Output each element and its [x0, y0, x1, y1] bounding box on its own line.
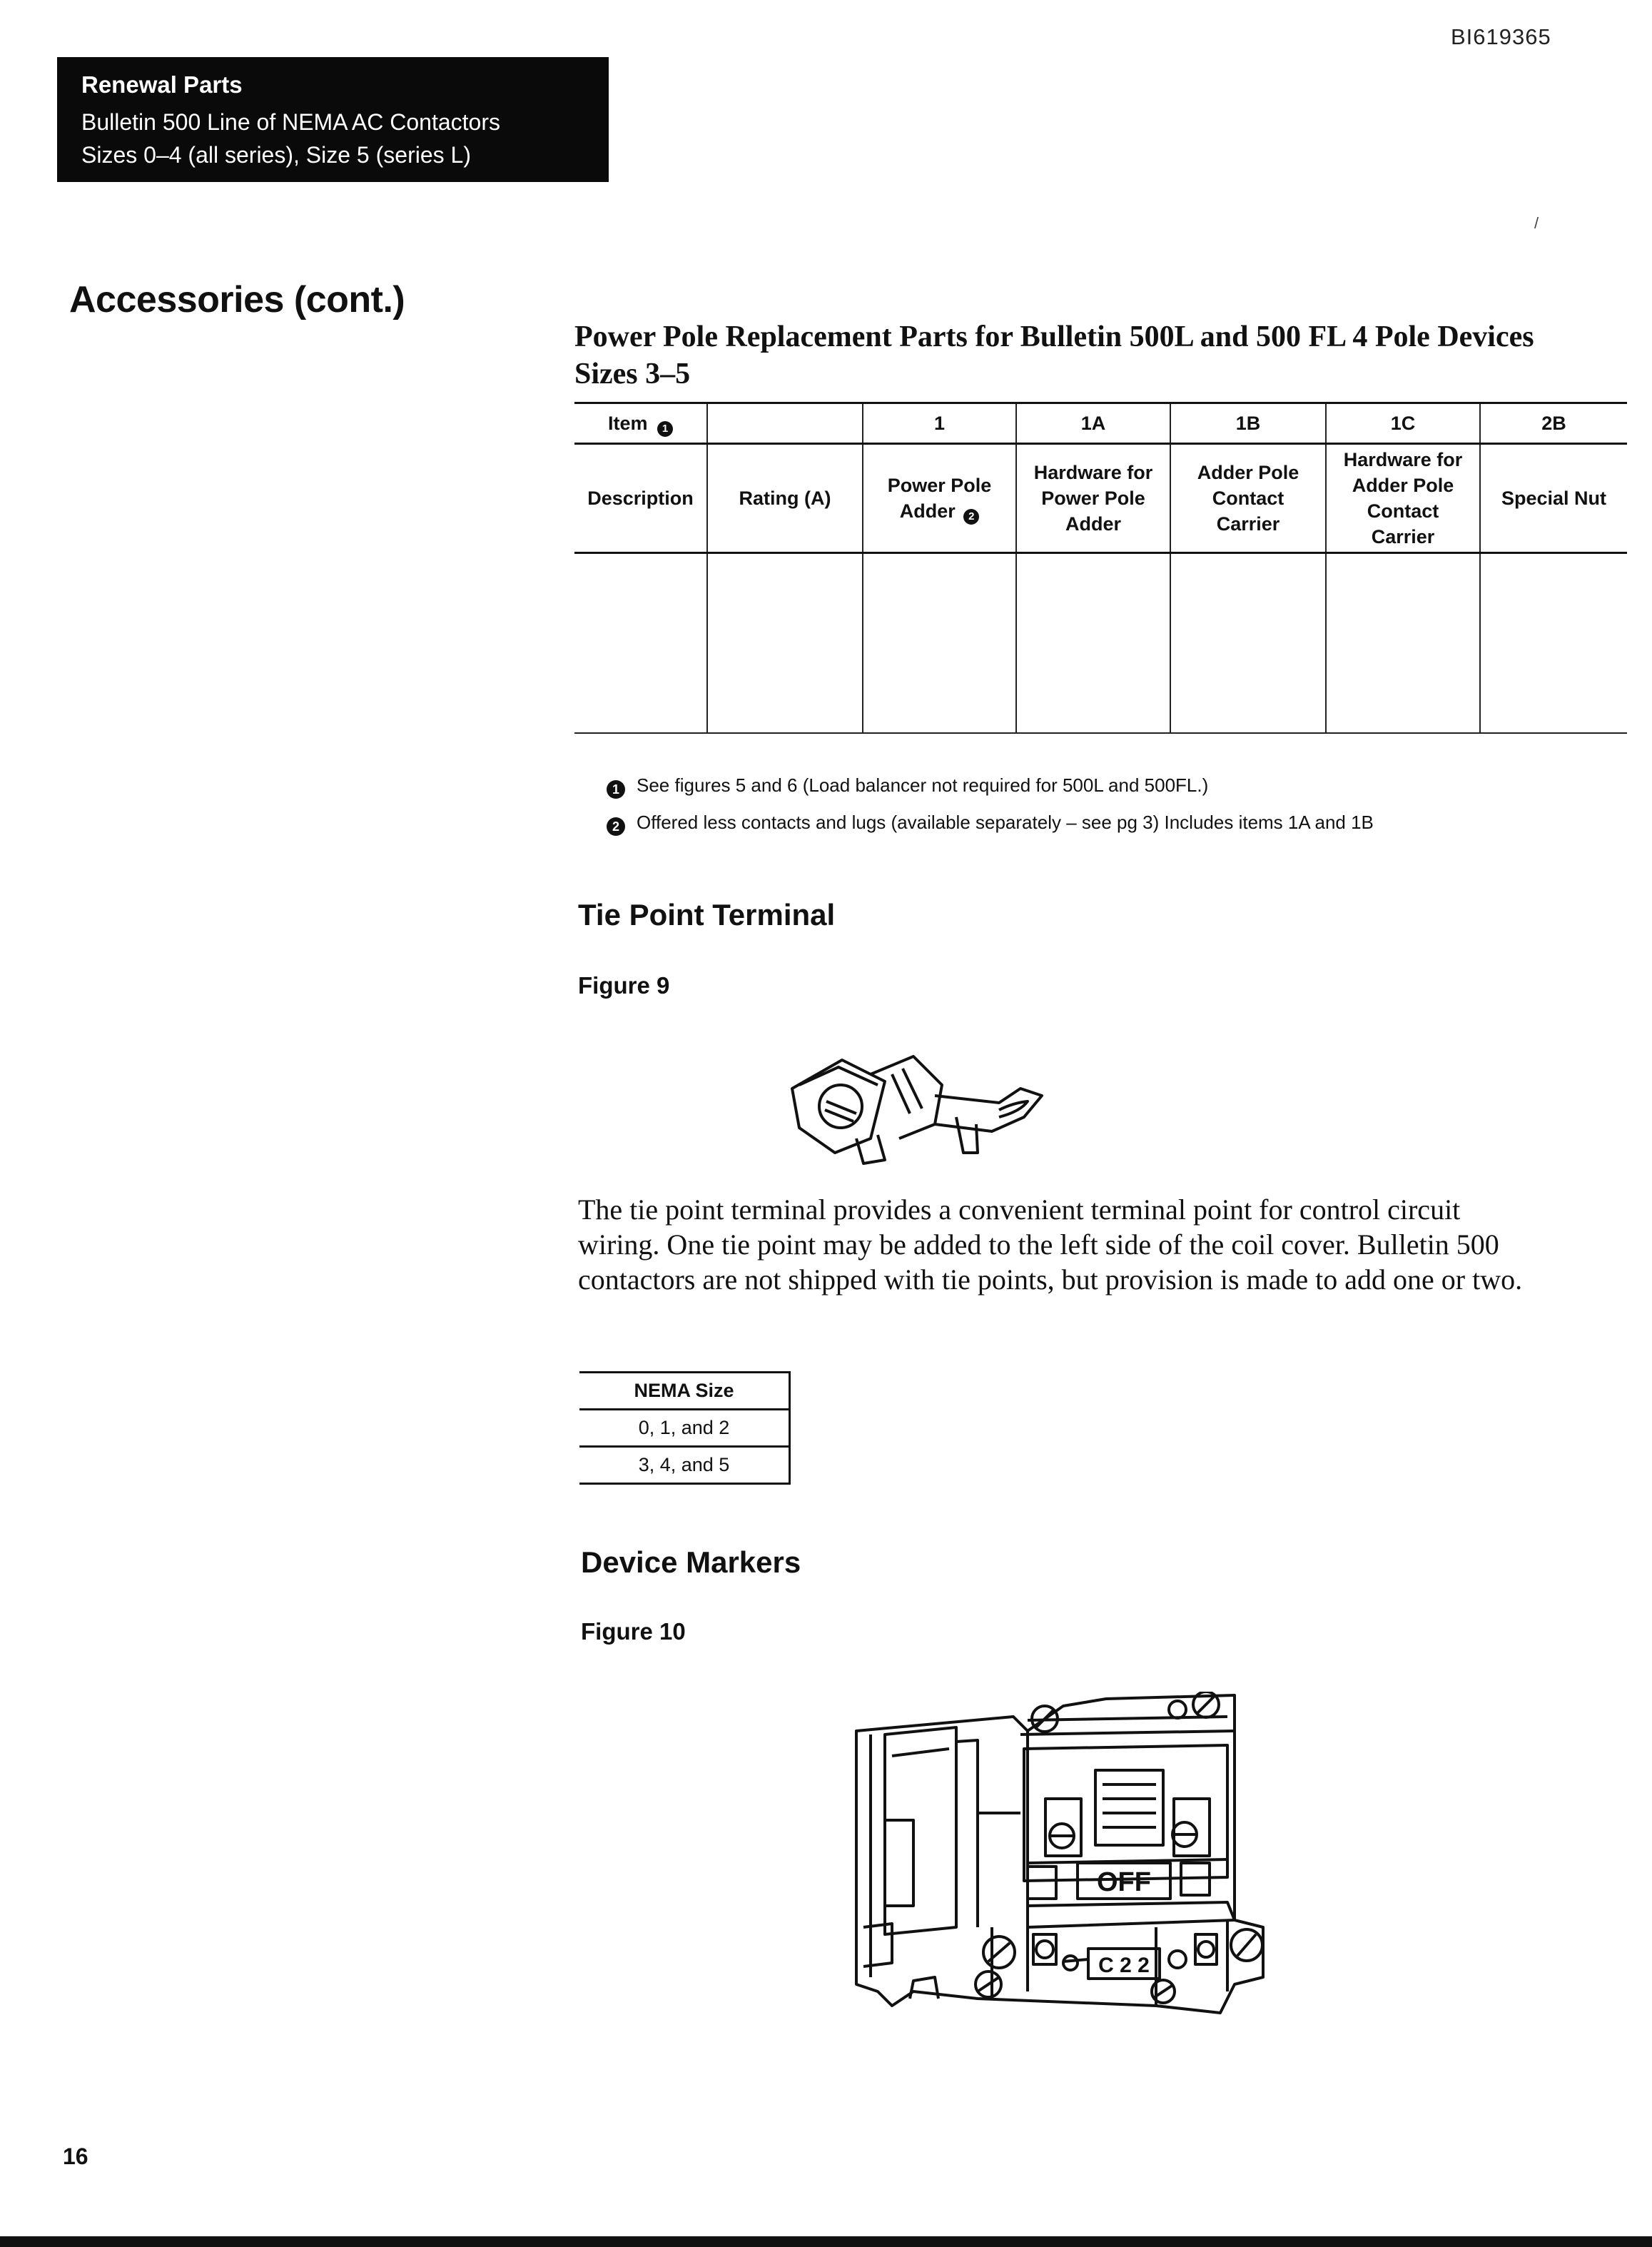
power-pole-parts-table	[574, 402, 1627, 734]
c22-marker-label: C 2 2	[1098, 1954, 1150, 1977]
empty-cell	[1480, 553, 1627, 734]
table-row	[579, 1447, 790, 1484]
contactor-device-marker-illustration	[849, 1692, 1277, 2020]
header-line-1: Bulletin 500 Line of NEMA AC Contactors	[81, 109, 500, 135]
description-text: Carrier	[1216, 513, 1280, 535]
nema-size-header: NEMA Size	[579, 1373, 790, 1410]
note-marker-icon: 2	[607, 817, 625, 836]
column-header: 1	[863, 403, 1016, 444]
nema-size-cell: 0, 1, and 2	[579, 1410, 790, 1447]
tie-point-description: The tie point terminal provides a convenient terminal point for control circuit wiring. One tie point may be added to the left side of the coil cover. Bulletin 500 contactors are not shipped with tie points, but provision is made to add one or two.	[578, 1193, 1523, 1296]
tie-point-title: Tie Point Terminal	[578, 898, 836, 931]
description-text: Carrier	[1371, 526, 1435, 547]
footnote	[607, 767, 1374, 804]
column-header: 1A	[1016, 403, 1170, 444]
nema-size-cell: 3, 4, and 5	[579, 1447, 790, 1484]
description-cell	[1016, 444, 1170, 553]
description-text: Special Nut	[1501, 488, 1607, 509]
header-banner	[57, 57, 609, 182]
empty-cell	[1326, 553, 1480, 734]
empty-cell	[1170, 553, 1326, 734]
table-title	[574, 318, 1588, 393]
description-label: Description	[574, 444, 707, 553]
description-text: Adder	[899, 500, 956, 522]
note-marker-icon: 2	[963, 509, 979, 525]
header-line-2: Sizes 0–4 (all series), Size 5 (series L)	[81, 142, 471, 168]
description-text: Contact	[1212, 488, 1284, 509]
description-text-line	[868, 498, 1011, 525]
empty-data-row	[574, 553, 1627, 734]
description-cell	[1326, 444, 1480, 553]
empty-cell	[574, 553, 707, 734]
description-cell	[707, 444, 863, 553]
description-text: Rating (A)	[739, 488, 831, 509]
description-text: Adder Pole	[1352, 475, 1454, 496]
description-cell	[863, 444, 1016, 553]
description-text: Power Pole	[1041, 488, 1145, 509]
footnote	[607, 804, 1374, 841]
description-cell	[1170, 444, 1326, 553]
figure-9-label: Figure 9	[578, 972, 670, 999]
bottom-rule	[0, 2236, 1652, 2247]
description-text: Contact	[1367, 500, 1439, 522]
note-marker-icon: 1	[657, 421, 673, 437]
footnotes	[607, 767, 1374, 841]
note-marker-icon: 1	[607, 780, 625, 799]
description-text: Adder Pole	[1197, 462, 1299, 483]
table-title-line-1: Power Pole Replacement Parts for Bulletin 500L and 500 FL 4 Pole Devices	[574, 320, 1534, 353]
header-title: Renewal Parts	[81, 71, 243, 98]
footnote-text: Offered less contacts and lugs (available separately – see pg 3) Includes items 1A and 1B	[637, 812, 1374, 833]
empty-cell	[863, 553, 1016, 734]
table-header-row	[574, 403, 1627, 444]
table-header-row	[579, 1373, 790, 1410]
item-label: Item	[607, 412, 648, 434]
column-header: 2B	[1480, 403, 1627, 444]
table-title-line-2: Sizes 3–5	[574, 358, 691, 390]
document-id: BI619365	[1451, 24, 1551, 49]
margin-tick-mark: /	[1534, 214, 1539, 232]
description-text: Hardware for	[1343, 449, 1463, 470]
device-markers-title: Device Markers	[581, 1545, 801, 1579]
off-marker-label: OFF	[1097, 1867, 1151, 1897]
footnote-text: See figures 5 and 6 (Load balancer not required for 500L and 500FL.)	[637, 774, 1209, 796]
description-text: Adder	[1065, 513, 1121, 535]
empty-cell	[1016, 553, 1170, 734]
column-header: 1B	[1170, 403, 1326, 444]
page-number: 16	[63, 2144, 88, 2169]
description-text: Power Pole	[887, 474, 992, 496]
nema-size-table	[579, 1371, 791, 1485]
item-label-cell	[574, 403, 707, 444]
tie-point-terminal-illustration	[785, 1046, 1056, 1167]
table-row	[579, 1410, 790, 1447]
figure-10-label: Figure 10	[581, 1618, 686, 1645]
description-row	[574, 444, 1627, 553]
empty-cell	[707, 553, 863, 734]
description-cell	[1480, 444, 1627, 553]
column-header: 1C	[1326, 403, 1480, 444]
section-title: Accessories (cont.)	[69, 279, 405, 320]
description-text: Hardware for	[1033, 462, 1153, 483]
column-header	[707, 403, 863, 444]
